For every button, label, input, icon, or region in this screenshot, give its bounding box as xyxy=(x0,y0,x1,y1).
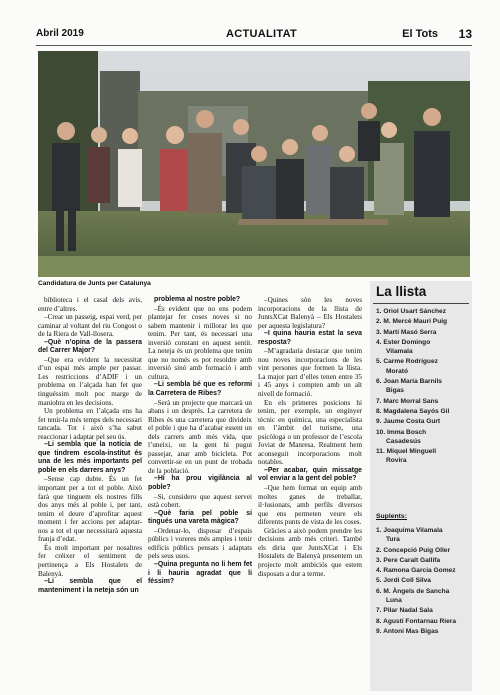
interview-question: –Li sembla que el manteniment i la neteja són un xyxy=(38,578,142,594)
candidate-item xyxy=(376,357,470,376)
article-column-1 xyxy=(38,296,142,595)
candidate-item-name: 2. M. Mercè Mauri Puig xyxy=(376,318,448,326)
article-column-3 xyxy=(258,296,362,578)
substitute-item-name: 4. Ramona Garcia Gomez xyxy=(376,567,456,575)
substitute-list xyxy=(376,526,470,637)
article-paragraph: –Serà un projecte que marcarà un abans i un després. La carretera de Ribes és una carretera que divideix el poble i que ha d’acabar essent un dels carrers amb més vida, que l’uneixi, on la gent hi pugui passejar, anar amb bicicleta. Pot convertir-se en un punt de trobada de la població. xyxy=(148,398,252,475)
substitute-item-name: 8. Agustí Fontarnau Riera xyxy=(376,617,456,625)
substitute-item xyxy=(376,617,470,626)
candidate-item-name: Bigas xyxy=(386,387,404,395)
candidate-item-name: 11. Miquel Minguell xyxy=(376,448,437,456)
article-paragraph: –M’agradaria destacar que tenim nou noves incorporacions de les vint persones que formen la llista. La major part d’elles tenen entre 35 i 45 anys i compten amb un alt nivell de formació. xyxy=(258,347,362,399)
interview-question: –Li sembla bé que es reformi la Carretera de Ribes? xyxy=(148,381,252,398)
substitute-item-name: 7. Pilar Nadal Sala xyxy=(376,607,433,615)
publication-name: El Tots xyxy=(402,28,438,40)
group-photo-illustration xyxy=(38,51,470,277)
substitute-item-name: 6. M. Àngels de Sancha xyxy=(376,587,450,595)
article-paragraph: En els primeres posicions hi tenim, per exemple, un enginyer tècnic en química, una especialista en l’àmbit del turisme, una psicòloga o un professor de l’escola Joviat de Manresa. Realment hem aconseguit incorporacions molt notables. xyxy=(258,398,362,467)
substitute-item-name: 9. Antoni Mas Bigas xyxy=(376,627,439,635)
substitute-item-name: Tura xyxy=(386,536,400,544)
article-paragraph: –Sense cap dubte. És un fet important per a tot el poble. Això farà que tinguem els nostres fills dos anys més al poble i, per tant, tenim el deure d’aprofitar aquest moment i fer accions per adaptar-nos a tot el que necessitarà aquesta franja d’edat. xyxy=(38,475,142,544)
substitute-item-name: 2. Concepció Puig Oller xyxy=(376,546,451,554)
candidate-item xyxy=(376,307,470,316)
article-paragraph: –Si, considero que aquest servei està cobert. xyxy=(148,492,252,510)
article-paragraph: –És evident que no ens podem plantejar fer coses noves si no sabem mantenir i millorar les que tenim. Per tant, és necessari una inversió constant en aquest sentit. La neteja és un problema que tenim que no només es pot resoldre amb inversió sinó amb formació i amb cultura. xyxy=(148,304,252,381)
candidate-item xyxy=(376,397,470,406)
list-title: La llista xyxy=(376,284,427,299)
interview-question: –Hi ha prou vigilància al poble? xyxy=(148,475,252,492)
substitute-item-name: 5. Jordi Coll Silva xyxy=(376,577,431,585)
candidate-item xyxy=(376,377,470,396)
interview-question: –Quina pregunta no li hem fet i li hauria agradat que li féssim? xyxy=(148,560,252,586)
candidate-item-name: 1. Oriol Usart Sánchez xyxy=(376,308,446,315)
substitute-item-name: 3. Pere Caralt Gallifa xyxy=(376,556,441,564)
candidate-item-name: Vilamala xyxy=(386,348,413,356)
interview-question: –I quina hauria estat la seva resposta? xyxy=(258,330,362,346)
candidate-item-name: 6. Joan Maria Barnils xyxy=(376,378,442,386)
substitute-item-name: 1. Joaquima Vilamala xyxy=(376,527,443,534)
photo-caption: Candidatura de Junts per Catalunya xyxy=(38,280,151,287)
substitute-item xyxy=(376,606,470,615)
article-paragraph: –Que era evident la necessitat d’un espai més ample per passar. Les restriccions d’ADIF i un problema en l’alçada han fet que tinguéssim molt poc marge de maniobra en les decisions. xyxy=(38,355,142,407)
substitute-item xyxy=(376,566,470,575)
candidate-item xyxy=(376,447,470,466)
article-paragraph: biblioteca i el casal dels avis, entre d’altres. xyxy=(38,296,142,313)
list-title-rule xyxy=(373,303,469,304)
section-title: ACTUALITAT xyxy=(226,28,298,40)
header-rule xyxy=(36,45,472,46)
candidate-item-name: 4. Ester Domingo xyxy=(376,338,431,346)
interview-question: –Què faria pel poble si tingués una vareta màgica? xyxy=(148,509,252,526)
page-header xyxy=(36,26,472,42)
article-paragraph: –Que hem format un equip amb moltes ganes de treballar, il·lusionats, amb perfils diversos que ens permeten veure els diferents punts de vista de les coses. xyxy=(258,484,362,527)
substitute-item xyxy=(376,556,470,565)
candidate-item-name: 9. Jaume Costa Gurt xyxy=(376,418,441,426)
candidate-item-name: Morató xyxy=(386,367,408,375)
substitutes-heading: Suplents: xyxy=(376,513,407,520)
article-paragraph: –Crear un passeig, espai verd, per caminar al voltant del riu Congost o de la Riera de Vall-llosera. xyxy=(38,313,142,339)
substitute-item xyxy=(376,627,470,636)
candidate-item-name: Casadesús xyxy=(386,437,421,445)
article-column-2 xyxy=(148,296,252,587)
article-paragraph: Gràcies a això podem prendre les decisions amb més criteri. També els diria que JuntsXCat i Els Hostalets de Balenyà presentem un projecte molt ambiciós que estem disposats a dur a terme. xyxy=(258,526,362,578)
candidate-item xyxy=(376,328,470,337)
issue-date: Abril 2019 xyxy=(36,28,84,39)
article-paragraph: Un problema en l’alçada ens ha fet tenir-la més temps dels necessari tancada. Tot i això s’ha sabut reaccionar i adaptar pel seu ús. xyxy=(38,407,142,441)
substitute-item xyxy=(376,576,470,585)
article-paragraph: –Quines són les noves incorporacions de la llista de JuntsXCat Balenyà – Els Hostalets per aquesta legislatura? xyxy=(258,296,362,330)
interview-question: –Què n’opina de la passera del Carrer Major? xyxy=(38,338,142,355)
candidate-item-name: 8. Magdalena Sayós Gil xyxy=(376,407,450,415)
candidate-item xyxy=(376,317,470,326)
candidate-item-name: 3. Martí Masó Serra xyxy=(376,328,437,336)
interview-question: –Per acabar, quin missatge vol enviar a la gent del poble? xyxy=(258,466,362,483)
substitute-item xyxy=(376,526,470,545)
candidate-item xyxy=(376,407,470,416)
candidate-item xyxy=(376,417,470,426)
substitute-item xyxy=(376,546,470,555)
candidate-item-name: 5. Carme Rodríguez xyxy=(376,358,438,366)
candidate-item-name: 10. Imma Bosch xyxy=(376,428,427,436)
candidate-list xyxy=(376,307,470,467)
article-paragraph: És molt important per nosaltres fer créixer el sentiment de pertinença a Els Hostalets de Balenyà. xyxy=(38,543,142,578)
candidate-item xyxy=(376,338,470,357)
substitute-item-name: Luna xyxy=(386,597,402,605)
interview-question: –Li sembla que la notícia de que tindrem escola-institut és una de les més importants pel poble en els darrers anys? xyxy=(38,441,142,474)
group-photo xyxy=(38,51,470,277)
interview-question: problema al nostre poble? xyxy=(154,296,241,303)
candidate-item xyxy=(376,428,470,447)
candidate-list-box xyxy=(370,281,472,691)
page-number: 13 xyxy=(458,27,472,41)
candidate-item-name: Rovira xyxy=(386,457,407,465)
substitute-item xyxy=(376,587,470,606)
candidate-item-name: 7. Marc Morral Sans xyxy=(376,397,439,405)
article-paragraph: –Ordenar-lo, disposar d’espais públics i voreres més amples i tenir edificis públics pensats i adaptats pels seus usos. xyxy=(148,526,252,561)
